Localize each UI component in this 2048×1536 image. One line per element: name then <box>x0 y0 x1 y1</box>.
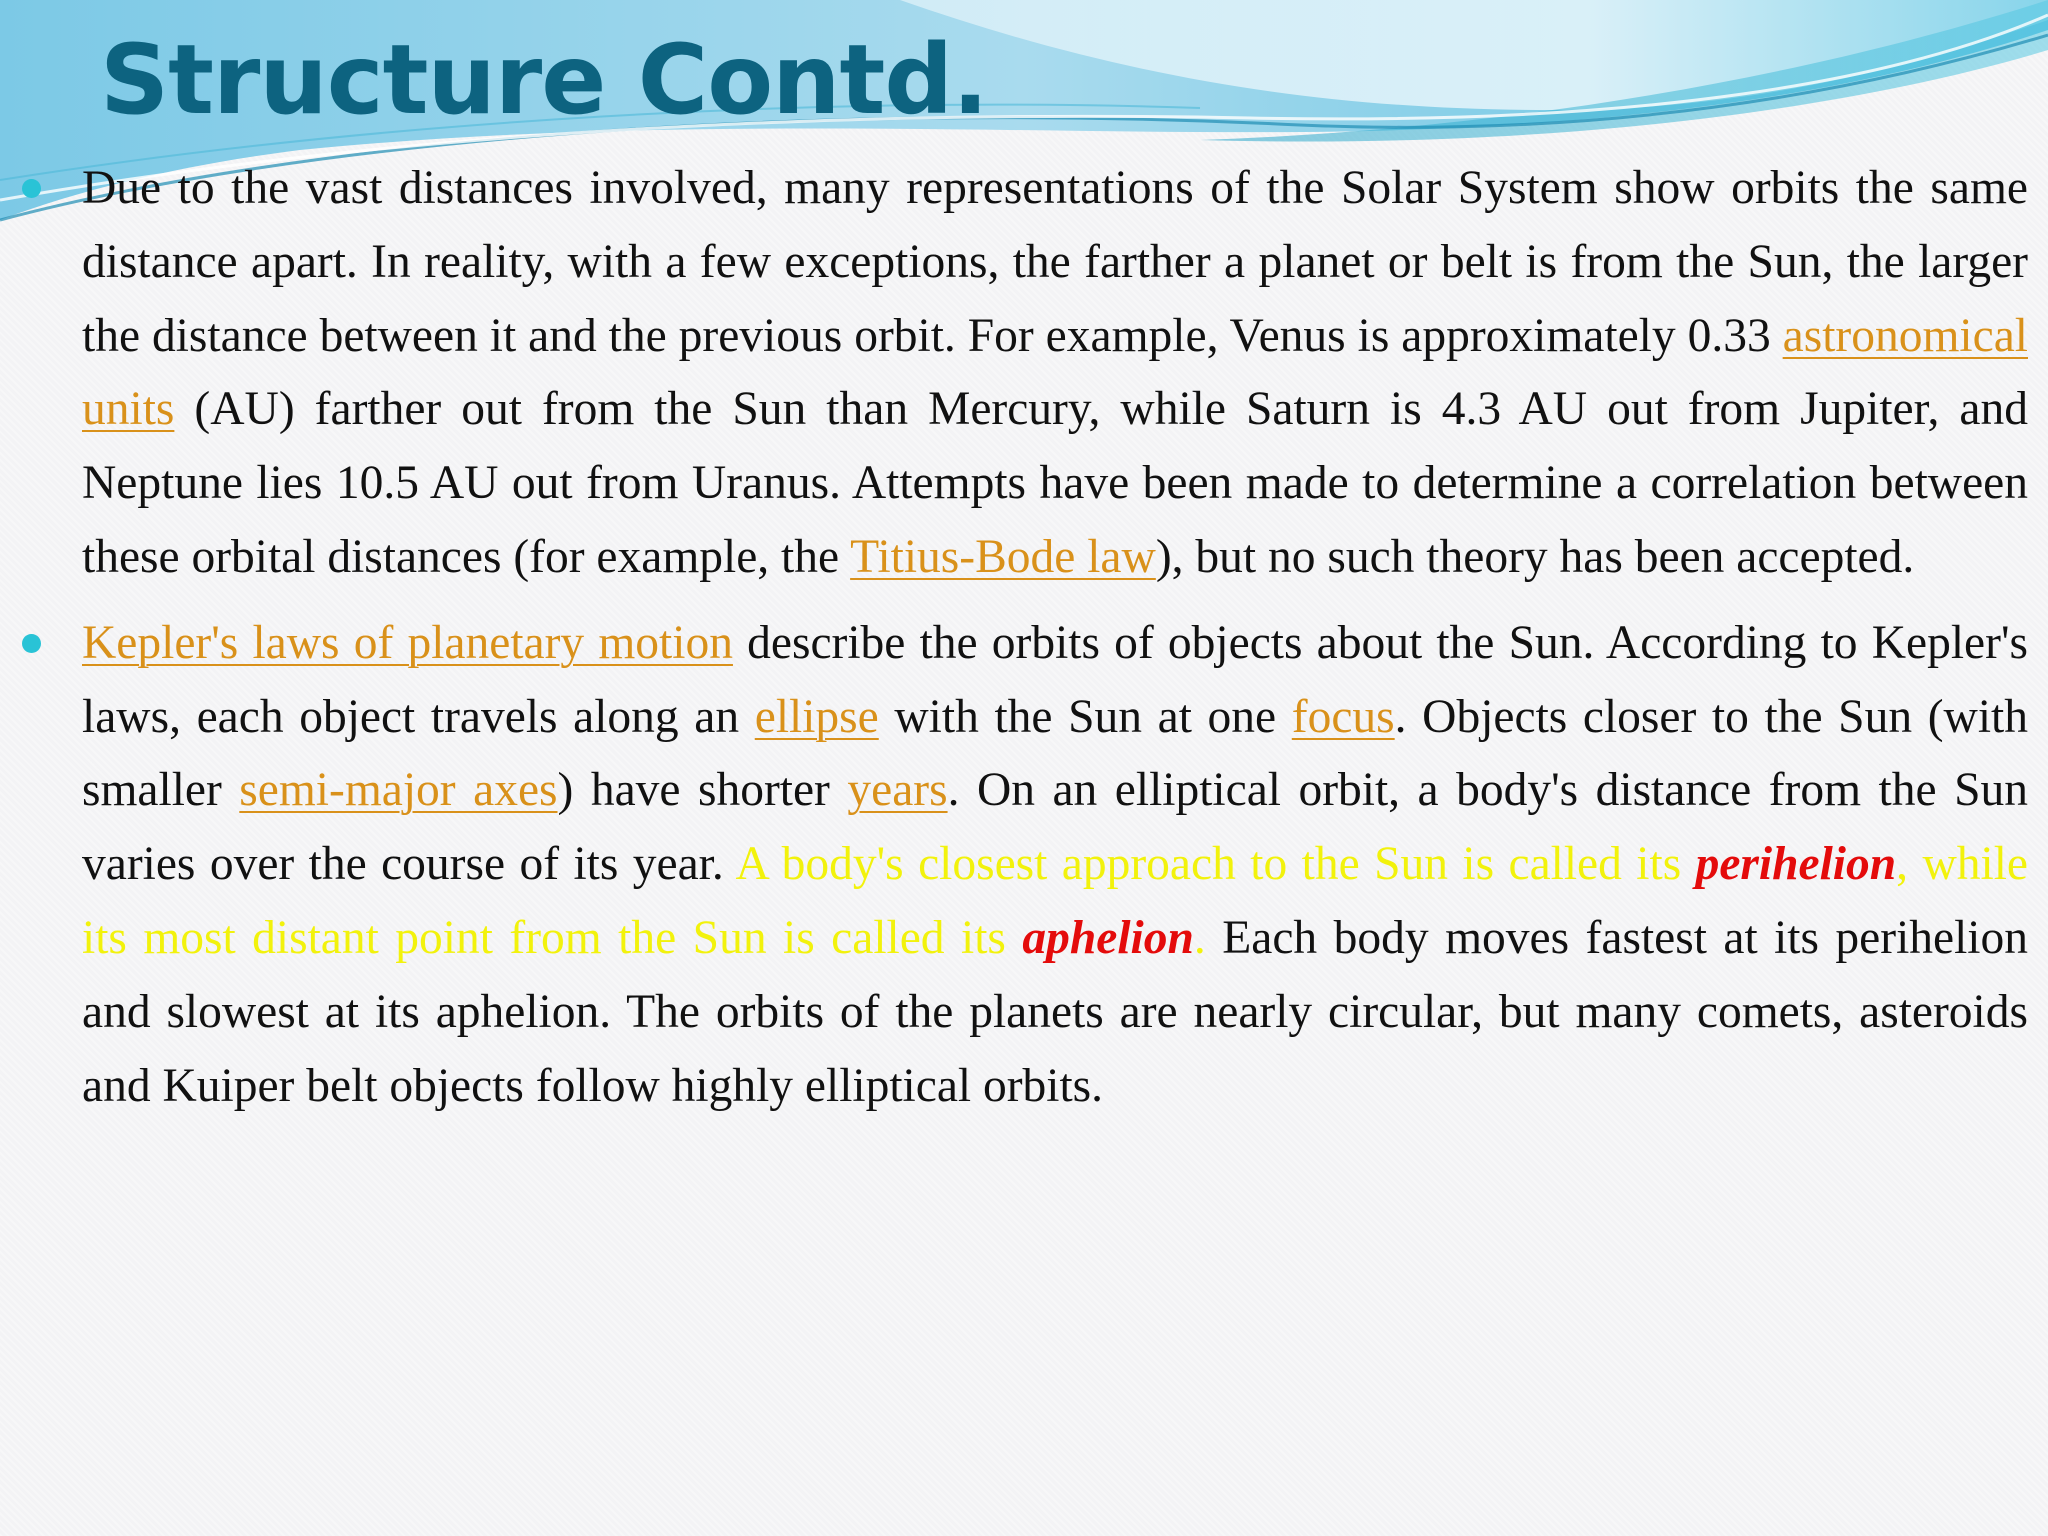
bullet-text: with the Sun at one <box>878 690 1292 743</box>
bullet-text: describe the orbits of objects about the Sun. According to Kepler's laws, each object travels along an <box>82 616 2028 743</box>
bullet-list <box>82 152 2028 1123</box>
highlighted-text: . <box>1193 911 1206 964</box>
bullet-text: . Objects closer to the Sun (with smaller <box>82 690 2028 817</box>
slide-title: Structure Contd. <box>100 24 988 136</box>
bullet-dot-icon <box>22 634 41 653</box>
highlighted-text: , while its most distant point from the Sun is called its <box>82 838 2028 964</box>
bullet-item-orbit-distances <box>82 152 2028 595</box>
term-perihelion: perihelion <box>1695 838 1897 891</box>
link-keplers-laws[interactable]: Kepler's laws of planetary motion <box>82 616 733 669</box>
link-years[interactable]: years <box>847 764 948 817</box>
bullet-text: Each body moves fastest at its perihelion and slowest at its aphelion. The orbits of the planets are nearly circular, but many comets, asteroids and Kuiper belt objects follow highly elliptical orbits. <box>82 911 2029 1112</box>
link-astronomical-units[interactable]: astronomical units <box>82 309 2028 436</box>
term-aphelion: aphelion <box>1022 911 1194 964</box>
bullet-text: . On an elliptical orbit, a body's distance from the Sun varies over the course of its year. <box>82 764 2028 891</box>
bullet-text: ) have shorter <box>557 764 848 817</box>
link-titius-bode-law[interactable]: Titius-Bode law <box>850 530 1156 583</box>
bullet-text: (AU) farther out from the Sun than Mercury, while Saturn is 4.3 AU out from Jupiter, and Neptune lies 10.5 AU out from Uranus. Attempts have been made to determine a correlation between these orbital distances (for example, the <box>82 383 2028 583</box>
bullet-dot-icon <box>22 179 41 198</box>
link-focus[interactable]: focus <box>1291 690 1395 743</box>
bullet-text: Due to the vast distances involved, many representations of the Solar System show orbits the same distance apart. In reality, with a few exceptions, the farther a planet or belt is from the Sun, the larger the distance between it and the previous orbit. For example, Venus is approximately 0.33 <box>82 162 2028 362</box>
bullet-text: ), but no such theory has been accepted. <box>1155 530 1915 583</box>
highlighted-text: A body's closest approach to the Sun is called its <box>735 838 1696 891</box>
link-semi-major-axes[interactable]: semi-major axes <box>239 764 558 817</box>
bullet-item-keplers-laws <box>82 607 2028 1124</box>
link-ellipse[interactable]: ellipse <box>754 690 879 743</box>
